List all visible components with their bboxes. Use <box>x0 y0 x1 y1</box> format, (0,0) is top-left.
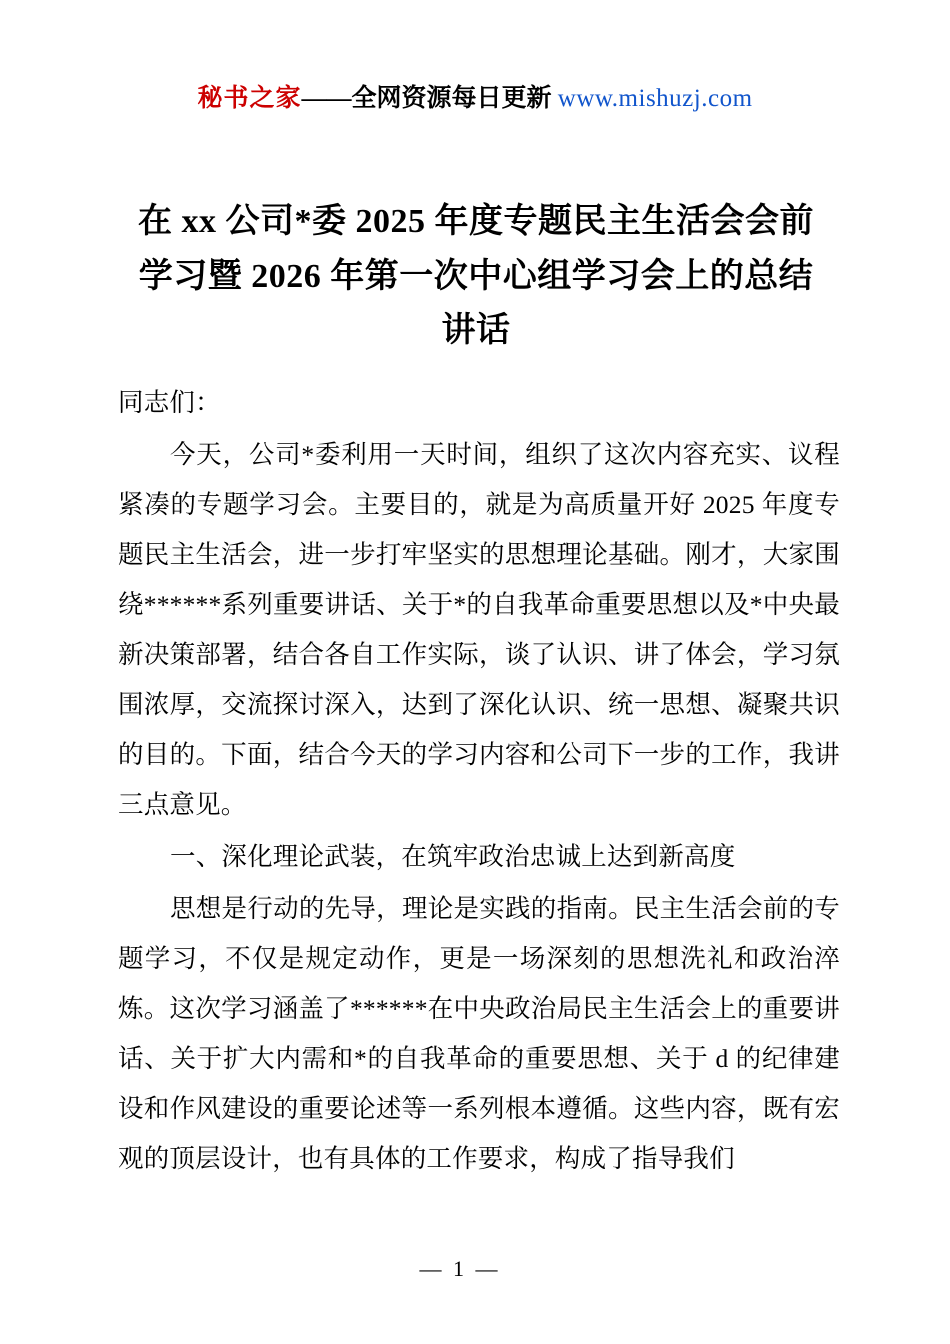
paragraph-section-1-body: 思想是行动的先导，理论是实践的指南。民主生活会前的专题学习，不仅是规定动作，更是一场深刻的思想洗礼和政治淬炼。这次学习涵盖了******在中央政治局民主生活会上的重要讲话、关于扩大内需和*的自我革命的重要思想、关于 d 的纪律建设和作风建设的重要论述等一系列根本遵循。这些内容，既有宏观的顶层设计，也有具体的工作要求，构成了指导我们 <box>118 894 840 1173</box>
site-brand-name: 秘书之家 <box>197 85 302 112</box>
site-url-link[interactable]: www.mishuzj.com <box>557 85 753 112</box>
paragraph-opening: 今天，公司*委利用一天时间，组织了这次内容充实、议程紧凑的专题学习会。主要目的，就是为高质量开好 2025 年度专题民主生活会，进一步打牢坚实的思想理论基础。刚才，大家围绕******系列重要讲话、关于*的自我革命重要思想以及*中央最新决策部署，结合各自工作实际，谈了认识、讲了体会，学习氛围浓厚，交流探讨深入，达到了深化认识、统一思想、凝聚共识的目的。下面，结合今天的学习内容和公司下一步的工作，我讲三点意见。 <box>118 440 840 819</box>
page-title-line-2c: 次中心组学习会上的总结 <box>433 257 814 295</box>
paragraph-salutation: 同志们： <box>118 388 221 417</box>
page-title <box>118 195 834 358</box>
page-title-line-1: 在 xx 公司*委 2025 年度专题民主生活会会前 <box>138 202 814 240</box>
site-tagline: ——全网资源每日更新 <box>301 85 552 112</box>
page-number: — 1 — <box>419 1256 501 1281</box>
page-title-line-2a: 学习暨 2026 年 <box>138 257 365 295</box>
paragraph-section-heading-1: 一、深化理论武装，在筑牢政治忠诚上达到新高度 <box>170 842 736 871</box>
page-title-line-3: 讲话 <box>441 311 511 349</box>
page-title-emphasis: 第一 <box>364 255 434 296</box>
document-body <box>118 378 840 1186</box>
site-watermark-banner <box>0 82 950 116</box>
